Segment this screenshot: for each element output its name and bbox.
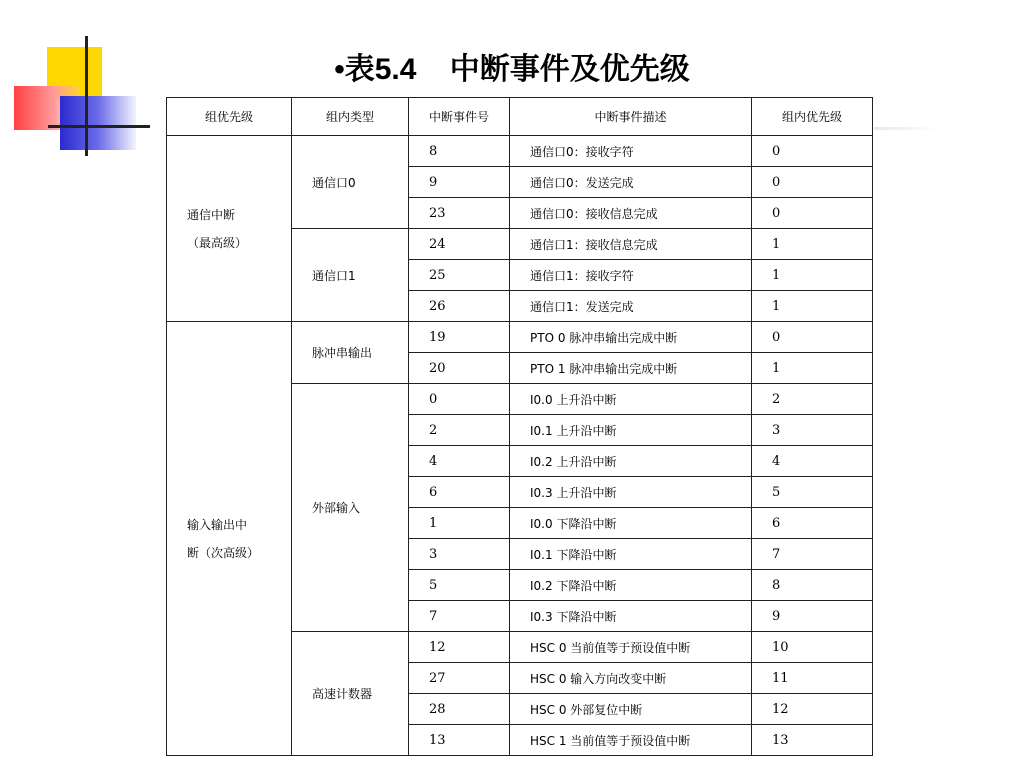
priority-in-group-cell: 1 — [752, 291, 873, 322]
title-bullet: • — [334, 53, 345, 86]
type-in-group-cell: 外部输入 — [292, 384, 409, 632]
event-description-cell: PTO 0 脉冲串输出完成中断 — [510, 322, 752, 353]
event-description-cell: I0.0 下降沿中断 — [510, 508, 752, 539]
group-priority-cell — [167, 136, 292, 322]
table-header-row — [167, 98, 873, 136]
event-number-cell: 13 — [409, 725, 510, 756]
priority-in-group-cell: 13 — [752, 725, 873, 756]
header-event-number: 中断事件号 — [409, 98, 510, 136]
priority-in-group-cell: 2 — [752, 384, 873, 415]
priority-in-group-cell: 0 — [752, 322, 873, 353]
event-number-cell: 27 — [409, 663, 510, 694]
priority-in-group-cell: 5 — [752, 477, 873, 508]
event-description-cell: I0.0 上升沿中断 — [510, 384, 752, 415]
slide-title — [0, 44, 1024, 88]
group-priority-cell — [167, 322, 292, 756]
priority-in-group-cell: 9 — [752, 601, 873, 632]
event-number-cell: 12 — [409, 632, 510, 663]
ornament-blue-square — [60, 96, 136, 150]
priority-in-group-cell: 10 — [752, 632, 873, 663]
event-number-cell: 1 — [409, 508, 510, 539]
priority-in-group-cell: 11 — [752, 663, 873, 694]
event-description-cell: 通信口1：接收字符 — [510, 260, 752, 291]
event-description-cell: I0.1 上升沿中断 — [510, 415, 752, 446]
group-priority-line: 断（次高级） — [187, 545, 260, 560]
event-number-cell: 6 — [409, 477, 510, 508]
group-priority-line: 通信中断 — [187, 207, 236, 222]
event-number-cell: 0 — [409, 384, 510, 415]
event-number-cell: 3 — [409, 539, 510, 570]
event-number-cell: 20 — [409, 353, 510, 384]
event-description-cell: 通信口1：发送完成 — [510, 291, 752, 322]
priority-in-group-cell: 1 — [752, 260, 873, 291]
event-description-cell: 通信口0：接收字符 — [510, 136, 752, 167]
event-number-cell: 2 — [409, 415, 510, 446]
priority-in-group-cell: 4 — [752, 446, 873, 477]
group-priority-line: （最高级） — [187, 235, 248, 250]
event-description-cell: HSC 0 外部复位中断 — [510, 694, 752, 725]
event-number-cell: 4 — [409, 446, 510, 477]
header-type-in-group: 组内类型 — [292, 98, 409, 136]
priority-in-group-cell: 1 — [752, 229, 873, 260]
table-row — [167, 136, 873, 167]
event-description-cell: 通信口0：发送完成 — [510, 167, 752, 198]
event-description-cell: 通信口1：接收信息完成 — [510, 229, 752, 260]
event-number-cell: 26 — [409, 291, 510, 322]
priority-in-group-cell: 0 — [752, 136, 873, 167]
event-number-cell: 23 — [409, 198, 510, 229]
header-line-fade — [874, 127, 938, 130]
priority-in-group-cell: 1 — [752, 353, 873, 384]
table-body — [167, 136, 873, 756]
priority-in-group-cell: 6 — [752, 508, 873, 539]
header-priority-in-group: 组内优先级 — [752, 98, 873, 136]
event-description-cell: I0.3 上升沿中断 — [510, 477, 752, 508]
event-description-cell: HSC 0 当前值等于预设值中断 — [510, 632, 752, 663]
event-number-cell: 19 — [409, 322, 510, 353]
event-description-cell: I0.1 下降沿中断 — [510, 539, 752, 570]
event-number-cell: 24 — [409, 229, 510, 260]
event-description-cell: HSC 1 当前值等于预设值中断 — [510, 725, 752, 756]
priority-in-group-cell: 3 — [752, 415, 873, 446]
type-in-group-cell: 通信口1 — [292, 229, 409, 322]
type-in-group-cell: 高速计数器 — [292, 632, 409, 756]
event-description-cell: I0.2 上升沿中断 — [510, 446, 752, 477]
priority-in-group-cell: 0 — [752, 167, 873, 198]
event-number-cell: 8 — [409, 136, 510, 167]
event-number-cell: 5 — [409, 570, 510, 601]
title-text: 中断事件及优先级 — [449, 53, 690, 86]
interrupt-event-table — [166, 97, 873, 756]
event-description-cell: I0.3 下降沿中断 — [510, 601, 752, 632]
priority-in-group-cell: 7 — [752, 539, 873, 570]
header-group-priority: 组优先级 — [167, 98, 292, 136]
event-description-cell: PTO 1 脉冲串输出完成中断 — [510, 353, 752, 384]
header-event-description: 中断事件描述 — [510, 98, 752, 136]
type-in-group-cell: 通信口0 — [292, 136, 409, 229]
title-table-number: 表5.4 — [344, 53, 417, 86]
event-description-cell: HSC 0 输入方向改变中断 — [510, 663, 752, 694]
priority-in-group-cell: 0 — [752, 198, 873, 229]
ornament-horizontal-line — [48, 125, 150, 128]
table-row — [167, 322, 873, 353]
event-number-cell: 28 — [409, 694, 510, 725]
type-in-group-cell: 脉冲串输出 — [292, 322, 409, 384]
priority-in-group-cell: 12 — [752, 694, 873, 725]
event-number-cell: 9 — [409, 167, 510, 198]
group-priority-line: 输入输出中 — [187, 517, 248, 532]
event-number-cell: 7 — [409, 601, 510, 632]
priority-in-group-cell: 8 — [752, 570, 873, 601]
event-number-cell: 25 — [409, 260, 510, 291]
event-description-cell: I0.2 下降沿中断 — [510, 570, 752, 601]
event-description-cell: 通信口0：接收信息完成 — [510, 198, 752, 229]
